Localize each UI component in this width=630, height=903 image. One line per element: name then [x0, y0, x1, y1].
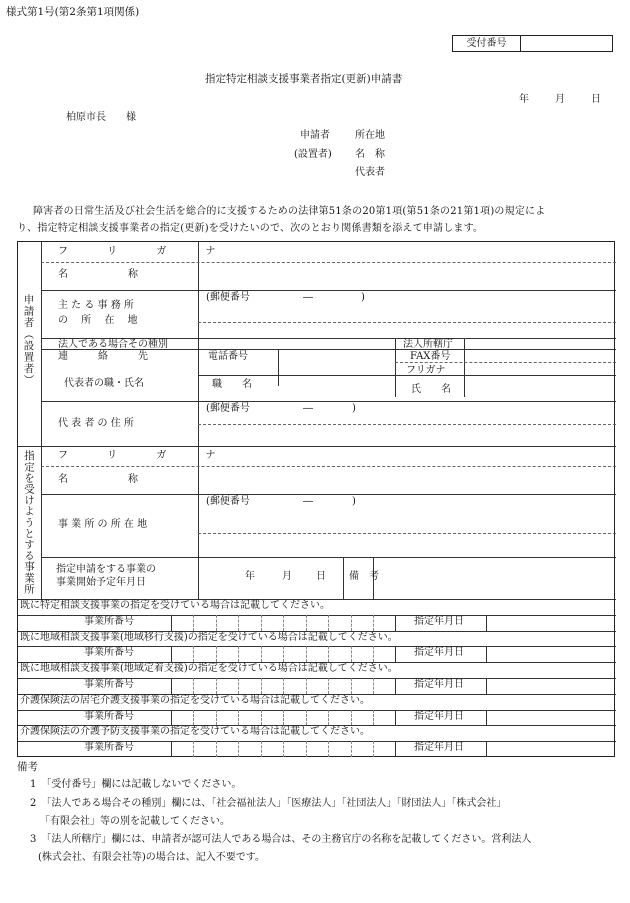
existing-designation-heading: 既に地域相談支援事業(地域定着支援)の指定を受けている場合は記載してください。 [20, 663, 398, 675]
intro-line-1: 障害者の日常生活及び社会生活を総合的に支援するための法律第51条の20第1項(第51条の21第1項)の規定によ [33, 206, 546, 217]
existing-designation-heading: 既に地域相談支援事業(地域移行支援)の指定を受けている場合は記載してください。 [20, 631, 398, 643]
designation-date-label: 指定年月日 [414, 615, 464, 627]
start-date-year: 年 [245, 571, 255, 582]
existing-designation-heading: 介護保険法の介護予防支援事業の指定を受けている場合は記載してください。 [20, 726, 370, 738]
date-day: 日 [591, 94, 601, 105]
office-number-label: 事業所番号 [84, 647, 134, 659]
main-office-label-1: 主 た る 事 務 所 [58, 300, 134, 311]
notes-title: 備考 [17, 761, 38, 773]
office-number-label: 事業所番号 [84, 710, 134, 722]
position-label: 職 名 [212, 379, 252, 390]
addressee: 柏原市長 様 [66, 112, 136, 123]
document-title: 指定特定相談支援事業者指定(更新)申請書 [205, 73, 403, 85]
designation-date-label: 指定年月日 [414, 710, 464, 722]
office-number-field[interactable] [172, 678, 394, 694]
applicant-name-label: 名 称 [355, 149, 385, 160]
note-3-line-2: (株式会社、有限会社等)の場合は、記入不要です。 [38, 852, 266, 863]
receipt-number-label: 受付番号 [453, 36, 521, 51]
representative-name-label: 氏 名 [411, 384, 451, 395]
designation-date-field[interactable] [487, 646, 615, 662]
office-number-field[interactable] [172, 741, 394, 757]
note-3-line-1: 3 「法人所轄庁」欄には、申請者が認可法人である場合は、その主務官庁の名称を記載してください。営利法人 [30, 834, 532, 845]
office-furigana-label: フ リ ガ ナ [58, 450, 234, 461]
office-number-label: 事業所番号 [84, 742, 134, 754]
start-date-day: 日 [316, 571, 326, 582]
corporation-type-label: 法人である場合その種別 [58, 339, 168, 350]
postal-dash: ― [303, 292, 313, 303]
receipt-number-box [452, 35, 613, 52]
office-name-label: 名 称 [58, 474, 138, 485]
applicant-label: 申請者 [300, 130, 330, 141]
date-month: 月 [555, 94, 565, 105]
receipt-number-field[interactable] [522, 36, 612, 51]
remarks-label: 備 考 [349, 571, 379, 582]
contact-label: 連 絡 先 [58, 351, 148, 362]
representative-address-label: 代 表 者 の 住 所 [58, 418, 134, 429]
corporation-authority-label: 法人所轄庁 [403, 339, 453, 350]
applicant-address-label: 所在地 [355, 130, 385, 141]
section-office-label: 指定を受けようとする事業所 [23, 450, 35, 595]
fax-label: FAX番号 [410, 351, 451, 362]
designation-date-field[interactable] [487, 741, 615, 757]
office-postal-dash: ― [303, 496, 313, 507]
start-date-label-1: 指定申請をする事業の [56, 564, 156, 575]
rep-postal-close: ) [352, 403, 356, 414]
office-number-label: 事業所番号 [84, 679, 134, 690]
designation-date-field[interactable] [487, 710, 615, 726]
office-location-label: 事 業 所 の 所 在 地 [58, 519, 148, 530]
office-number-field[interactable] [172, 710, 394, 726]
designation-date-label: 指定年月日 [414, 647, 464, 659]
applicant-name-row-label: 名 称 [58, 269, 138, 280]
postal-code-label: (郵便番号 [206, 292, 250, 303]
form-number: 様式第1号(第2条第1項関係) [6, 6, 140, 18]
applicant-representative-label: 代表者 [355, 167, 385, 178]
designation-date-label: 指定年月日 [414, 742, 464, 754]
applicant-furigana-label: フ リ ガ ナ [58, 246, 234, 257]
office-number-label: 事業所番号 [84, 615, 134, 627]
office-number-field[interactable] [172, 615, 394, 631]
office-postal-code-label: (郵便番号 [206, 496, 250, 507]
designation-date-label: 指定年月日 [414, 679, 464, 690]
intro-line-2: り、指定特定相談支援事業者の指定(更新)を受けたいので、次のとおり関係書類を添えて申請します。 [17, 223, 484, 234]
existing-designation-heading: 介護保険法の居宅介護支援事業の指定を受けている場合は記載してください。 [20, 694, 370, 706]
note-2-line-1: 2 「法人である場合その種別」欄には、「社会福祉法人」「医療法人」「社団法人」「財団法人」「株式会社」 [30, 798, 507, 809]
representative-furigana-label: フリガナ [406, 365, 446, 376]
representative-title-name-label: 代表者の職・氏名 [64, 378, 144, 389]
rep-postal-code-label: (郵便番号 [206, 403, 250, 414]
start-date-label-2: 事業開始予定年月日 [56, 577, 146, 588]
main-office-label-2: の 所 在 地 [58, 315, 138, 326]
existing-designation-heading: 既に特定相談支援事業の指定を受けている場合は記載してください。 [20, 600, 330, 611]
office-number-field[interactable] [172, 646, 394, 662]
postal-close: ) [361, 292, 365, 303]
note-2-line-2: 「有限会社」等の別を記載してください。 [40, 816, 230, 827]
designation-date-field[interactable] [487, 615, 615, 631]
office-postal-close: ) [352, 496, 356, 507]
application-form-table [17, 241, 615, 757]
designation-date-field[interactable] [487, 678, 615, 694]
telephone-label: 電話番号 [208, 351, 248, 362]
date-year: 年 [519, 94, 529, 105]
section-applicant-label: 申請者（設置者） [22, 294, 35, 386]
rep-postal-dash: ― [303, 403, 313, 414]
note-1: 1 「受付番号」欄には記載しないでください。 [30, 779, 242, 790]
start-date-month: 月 [282, 571, 292, 582]
establisher-label: (設置者) [294, 149, 332, 160]
